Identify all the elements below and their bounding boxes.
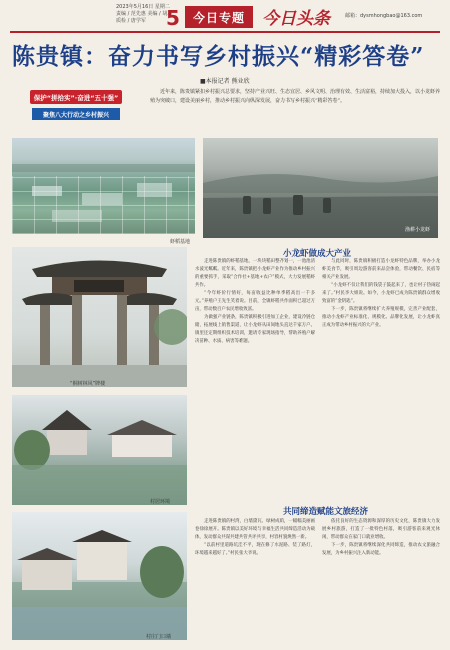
issue-meta-line: 2023年5月16日 星期二	[116, 4, 170, 10]
article-column	[322, 518, 440, 642]
campaign-subbadge: 聚焦八大行动之乡村振兴	[32, 108, 120, 120]
paragraph: 为做强产业链条，陈贵镇积极引进加工企业，建设冷链仓储，拓展线上销售渠道，让小龙虾从田间地头直达千家万户。镇里还定期组织技术培训，邀请专家现场指导，帮助养殖户解决苗种、水质、病害等难题。	[195, 315, 315, 344]
village-icon	[12, 395, 187, 505]
archway-icon	[12, 247, 187, 387]
section-label: 今日专题	[185, 6, 253, 28]
contact-email: 邮箱：dysmhongbao@163.com	[345, 13, 423, 19]
pond-scenery-icon	[203, 138, 438, 238]
caption-shrimp: 渔耕小龙虾	[405, 227, 431, 233]
paragraph: “以前村里道路坑洼不平，现在修了水泥路、装了路灯，环境越来越好了。”村民张大爷说。	[195, 543, 315, 556]
article-column	[195, 518, 315, 642]
caption-village: 村居环境	[150, 499, 171, 505]
page-title: 陈贵镇：奋力书写乡村振兴“精彩答卷”	[12, 43, 425, 70]
paragraph: 下一步，陈贵镇将继续深化共同缔造，推动农文旅融合发展，为乡村振兴注入新动能。	[322, 543, 440, 556]
newspaper-logo: 今日头条	[262, 9, 330, 29]
paragraph: “小龙虾不仅让我们的钱袋子鼓起来了，也让村子热闹起来了。”村民李大姐说。如今，小龙虾已成为陈贵镇群众增收致富的“金钥匙”。	[322, 283, 440, 304]
photo-archway	[12, 247, 187, 387]
article-column	[322, 258, 440, 498]
byline: ■本报记者 熊业欣	[200, 78, 250, 85]
photo-shrimp-pond	[203, 138, 438, 238]
photo-village-gate	[12, 512, 187, 640]
caption-gate: 村庄门口墙	[146, 634, 172, 640]
section-title: 小龙虾做成大产业	[283, 249, 352, 259]
paragraph: 走进陈贵镇的村湾，白墙黛瓦、绿树成荫，一幅幅美丽画卷徐徐展开。陈贵镇以美好环境与幸福生活共同缔造活动为载体，发动群众共谋共建共管共评共享，村容村貌焕然一新。	[195, 519, 315, 540]
fields-scenery-icon	[12, 138, 195, 234]
village-gate-icon	[12, 512, 187, 640]
campaign-badge: 保护“拼拾实”·奋进“五十强”	[30, 90, 122, 104]
paragraph: 依托良好的生态资源和深厚的历史文化，陈贵镇大力发展乡村旅游，打造了一批特色村落，吸引游客前来观光休闲，带动群众在家门口就业增收。	[322, 519, 440, 540]
issue-meta-line: 质检 / 唐学军	[116, 18, 146, 24]
issue-meta-line: 责编 / 范先惠 美编 / 胡芯	[116, 11, 173, 17]
intro-paragraph: 近年来，陈贵镇紧扣乡村振兴总要求，坚持产业兴旺、生态宜居、乡风文明、治理有效、生活富裕，持续加大投入，以小龙虾养殖为突破口，建设美丽乡村，推动乡村振兴向纵深发展，奋力书写乡村振兴“精彩答卷”。	[150, 89, 441, 104]
photo-shrimp-rice-fields	[12, 138, 195, 234]
section-title: 共同缔造赋能文旅经济	[283, 507, 369, 517]
article-column	[195, 258, 315, 498]
paragraph: “今年虾价行情好，每亩收益比种单季稻高出一千多元。”养殖户王先生笑着说。目前，全镇虾稻共作面积已超过万亩，带动数百户农民增收致富。	[195, 291, 315, 312]
paragraph: 走进陈贵镇的虾稻基地，一块块稻田整齐划一，一池池清水波光粼粼。近年来，陈贵镇把小龙虾产业作为推动乡村振兴的重要抓手，采取“合作社+基地+农户”模式，大力发展稻虾共作。	[195, 259, 315, 288]
caption-fields: 虾稻基地	[170, 239, 191, 245]
caption-arch: “桐树林风”牌楼	[70, 381, 106, 387]
page-number: 5	[166, 6, 180, 30]
paragraph: 下一步，陈贵镇将继续扩大养殖规模，完善产业配套，推动小龙虾产业标准化、规模化、品牌化发展，让小龙虾真正成为带动乡村振兴的大产业。	[322, 307, 440, 328]
photo-village	[12, 395, 187, 505]
paragraph: 与此同时，陈贵镇积极打造小龙虾特色品牌，举办小龙虾美食节，吸引周边游客前来品尝体验，带动餐饮、民宿等相关产业发展。	[322, 259, 440, 280]
header-divider	[10, 31, 440, 33]
